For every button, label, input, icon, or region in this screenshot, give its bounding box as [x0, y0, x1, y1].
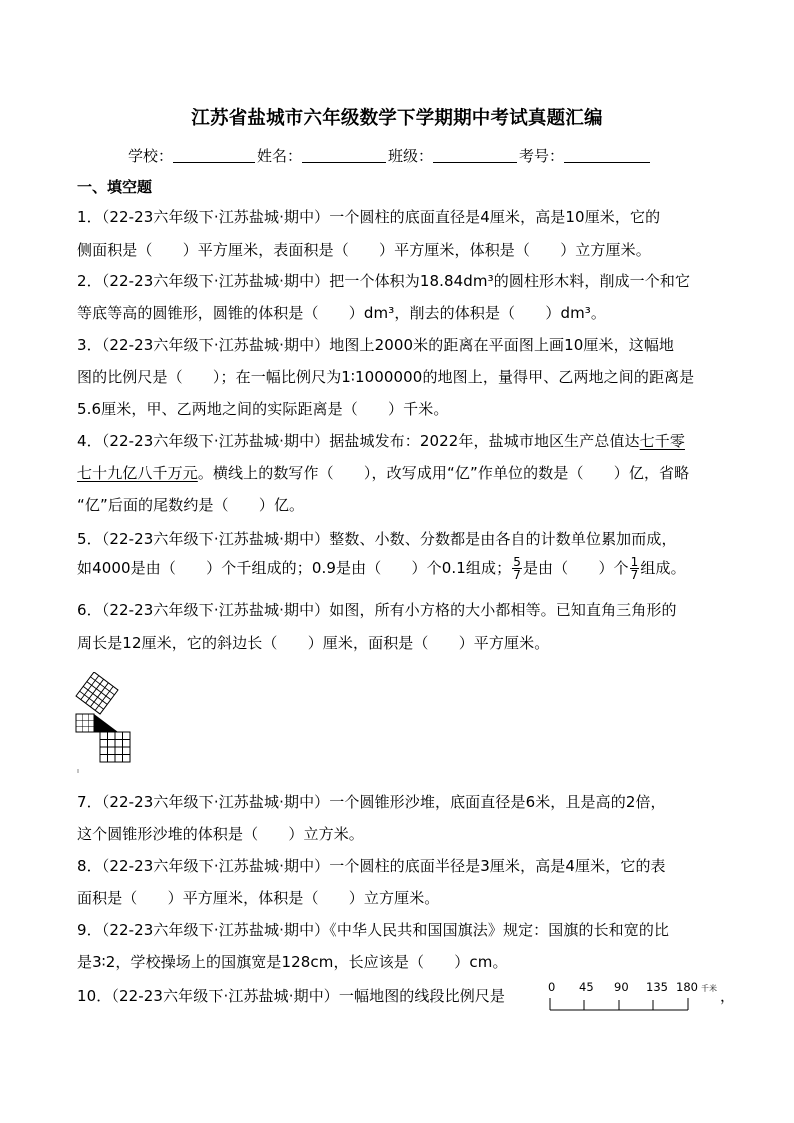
q4-line3: “亿”后面的尾数约是（ ）亿。 [77, 496, 305, 514]
scale-tick-label-45: 45 [579, 980, 594, 994]
section-title: 一、填空题 [77, 178, 153, 196]
q3-line3: 5.6厘米，甲、乙两地之间的实际距离是（ ）千米。 [77, 400, 449, 418]
fraction-five-sevenths [512, 556, 522, 581]
class-blank[interactable] [433, 148, 517, 163]
q9-line1: 9．（22-23六年级下·江苏盐城·期中）《中华人民共和国国旗法》规定：国旗的长和宽的比 [77, 921, 670, 939]
scale-tick-label-0: 0 [548, 980, 556, 994]
q5-line2 [77, 556, 686, 581]
q5-line2-text-b: 是由（ ）个 [522, 559, 629, 577]
q5-line2-text-a: 如4000是由（ ）个千组成的；0.9是由（ ）个0.1组成； [77, 559, 512, 577]
fraction-denominator: 7 [513, 568, 521, 582]
q1-line1: 1．（22-23六年级下·江苏盐城·期中）一个圆柱的底面直径是4厘米，高是10厘米，它的 [77, 208, 661, 226]
number-label: 考号： [519, 147, 565, 165]
q1-line2: 侧面积是（ ）平方厘米，表面积是（ ）平方厘米，体积是（ ）立方厘米。 [77, 241, 651, 259]
scale-tick-label-180: 180 [676, 980, 698, 994]
q10-comma: ， [720, 987, 736, 1005]
fraction-numerator: 1 [630, 555, 639, 569]
q9-line2: 是3∶2，学校操场上的国旗宽是128cm，长应该是（ ）cm。 [77, 953, 508, 971]
leg-a-square [76, 714, 94, 732]
q8-line2: 面积是（ ）平方厘米，体积是（ ）立方厘米。 [77, 889, 440, 907]
q8-line1: 8．（22-23六年级下·江苏盐城·期中）一个圆柱的底面半径是3厘米，高是4厘米，它的表 [77, 857, 666, 875]
fraction-one-seventh [630, 556, 640, 581]
q7-line1: 7．（22-23六年级下·江苏盐城·期中）一个圆锥形沙堆，底面直径是6米，且是高的2倍， [77, 793, 666, 811]
name-blank[interactable] [302, 148, 386, 163]
q4-underlined-number-part2: 七十九亿八千万元 [77, 464, 198, 482]
q3-line2: 图的比例尺是（ ）；在一幅比例尺为1∶1000000的地图上，量得甲、乙两地之间的距离是 [77, 368, 695, 386]
name-label: 姓名： [257, 147, 303, 165]
q2-line2: 等底等高的圆锥形，圆锥的体积是（ ）dm³，削去的体积是（ ）dm³。 [77, 304, 606, 322]
linear-scale-bar [548, 980, 718, 1016]
page-title: 江苏省盐城市六年级数学下学期期中考试真题汇编 [191, 108, 603, 129]
student-info-line [128, 145, 652, 166]
q4-underlined-number-part1: 七千零 [639, 432, 685, 450]
school-blank[interactable] [173, 148, 255, 163]
class-label: 班级： [388, 147, 434, 165]
right-triangle [94, 714, 118, 732]
number-blank[interactable] [564, 148, 650, 163]
q10-line1: 10．（22-23六年级下·江苏盐城·期中）一幅地图的线段比例尺是 [77, 987, 506, 1005]
scale-tick-label-135: 135 [646, 980, 668, 994]
fraction-denominator: 7 [630, 568, 639, 582]
school-label: 学校： [128, 147, 174, 165]
fraction-numerator: 5 [513, 555, 521, 569]
pythagoras-grid-figure [70, 672, 166, 776]
q4-line1-text: 4．（22-23六年级下·江苏盐城·期中）据盐城发布：2022年，盐城市地区生产总值达 [77, 432, 640, 450]
q3-line1: 3．（22-23六年级下·江苏盐城·期中）地图上2000米的距离在平面图上画10厘米，这幅地 [77, 336, 675, 354]
q4-line2-text: 。横线上的数写作（ ），改写成用“亿”作单位的数是（ ）亿，省略 [197, 464, 690, 482]
scale-tick-label-90: 90 [614, 980, 629, 994]
hypotenuse-square [76, 672, 118, 714]
q6-line1: 6．（22-23六年级下·江苏盐城·期中）如图，所有小方格的大小都相等。已知直角三角形的 [77, 601, 677, 619]
q6-line2: 周长是12厘米，它的斜边长（ ）厘米，面积是（ ）平方厘米。 [77, 634, 550, 652]
q5-line2-text-c: 组成。 [640, 559, 686, 577]
q5-line1: 5．（22-23六年级下·江苏盐城·期中）整数、小数、分数都是由各自的计数单位累加而成， [77, 530, 677, 548]
q4-line2 [77, 462, 689, 483]
scale-unit-label: 千米 [701, 984, 717, 993]
q4-line1 [77, 430, 685, 451]
q2-line1: 2．（22-23六年级下·江苏盐城·期中）把一个体积为18.84dm³的圆柱形木料，削成一个和它 [77, 272, 691, 290]
q7-line2: 这个圆锥形沙堆的体积是（ ）立方米。 [77, 825, 364, 843]
leg-b-square [100, 732, 130, 762]
